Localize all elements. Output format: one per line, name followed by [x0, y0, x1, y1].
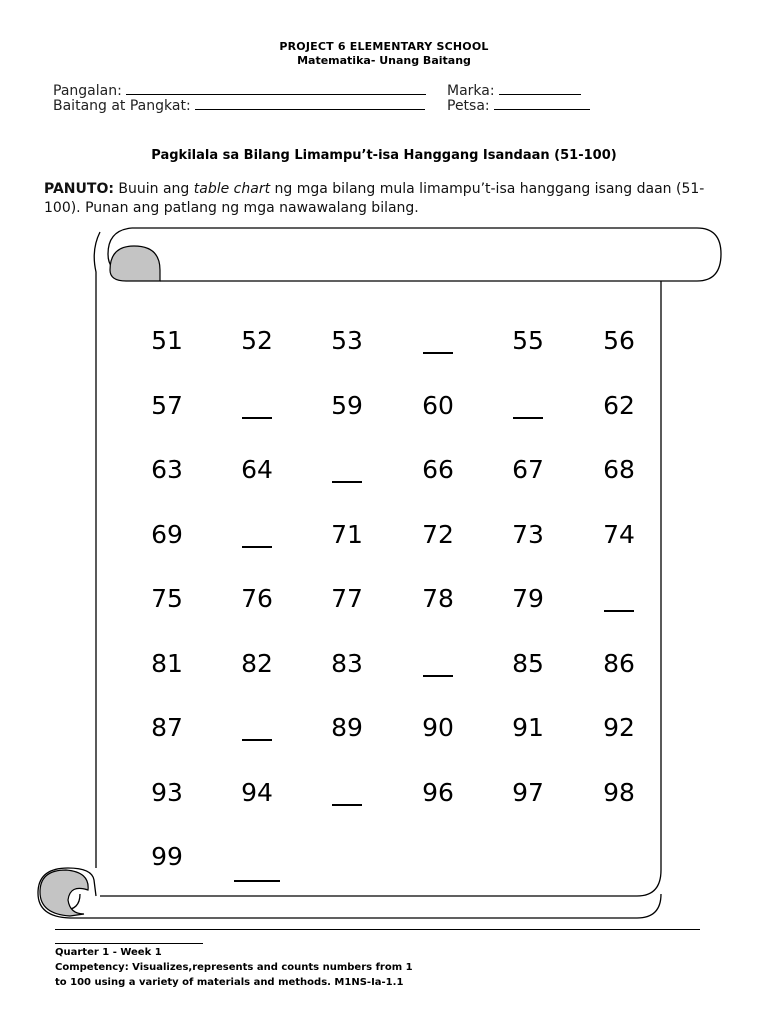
chart-number: 99	[151, 842, 183, 871]
chart-number: 69	[151, 520, 183, 549]
missing-number-blank[interactable]	[604, 610, 634, 612]
date-label: Petsa:	[447, 98, 490, 114]
chart-number: 71	[331, 520, 363, 549]
instructions-text-before: Buuin ang	[113, 181, 194, 197]
missing-number-blank[interactable]	[423, 352, 453, 354]
chart-number: 53	[331, 326, 363, 355]
chart-number: 81	[151, 649, 183, 678]
name-label: Pangalan:	[53, 83, 122, 99]
chart-number: 91	[512, 713, 544, 742]
school-name: PROJECT 6 ELEMENTARY SCHOOL	[279, 40, 489, 53]
footer-divider	[55, 929, 700, 930]
instructions-label: PANUTO:	[44, 181, 114, 197]
chart-number: 60	[422, 391, 454, 420]
missing-number-blank[interactable]	[513, 417, 543, 419]
chart-number: 76	[241, 584, 273, 613]
chart-number: 72	[422, 520, 454, 549]
chart-number: 73	[512, 520, 544, 549]
chart-number: 63	[151, 455, 183, 484]
chart-number: 75	[151, 584, 183, 613]
chart-number: 82	[241, 649, 273, 678]
chart-number: 86	[603, 649, 635, 678]
chart-number: 83	[331, 649, 363, 678]
chart-number: 51	[151, 326, 183, 355]
chart-number: 87	[151, 713, 183, 742]
chart-number: 55	[512, 326, 544, 355]
chart-number: 93	[151, 778, 183, 807]
chart-number: 64	[241, 455, 273, 484]
missing-number-blank[interactable]	[242, 546, 272, 548]
chart-number: 92	[603, 713, 635, 742]
chart-number: 94	[241, 778, 273, 807]
chart-number: 68	[603, 455, 635, 484]
chart-number: 97	[512, 778, 544, 807]
competency-line-2: to 100 using a variety of materials and methods. M1NS-Ia-1.1	[55, 977, 404, 988]
subject-title: Matematika- Unang Baitang	[297, 54, 471, 67]
chart-number: 57	[151, 391, 183, 420]
chart-number: 66	[422, 455, 454, 484]
score-label: Marka:	[447, 83, 495, 99]
competency-line-1: Competency: Visualizes,represents and counts numbers from 1	[55, 962, 413, 973]
chart-number: 77	[331, 584, 363, 613]
missing-number-blank[interactable]	[242, 739, 272, 741]
chart-number: 90	[422, 713, 454, 742]
chart-number: 98	[603, 778, 635, 807]
chart-number: 85	[512, 649, 544, 678]
missing-number-blank[interactable]	[332, 481, 362, 483]
chart-number: 96	[422, 778, 454, 807]
lesson-title: Pagkilala sa Bilang Limampu’t-isa Hanggang Isandaan (51-100)	[151, 148, 617, 163]
missing-number-blank[interactable]	[332, 804, 362, 806]
chart-number: 78	[422, 584, 454, 613]
chart-number: 79	[512, 584, 544, 613]
chart-number: 56	[603, 326, 635, 355]
instructions-emphasis: table chart	[193, 181, 271, 197]
missing-number-blank[interactable]	[234, 880, 280, 882]
chart-number: 74	[603, 520, 635, 549]
chart-number: 52	[241, 326, 273, 355]
chart-number: 59	[331, 391, 363, 420]
missing-number-blank[interactable]	[242, 417, 272, 419]
chart-number: 89	[331, 713, 363, 742]
quarter-week: Quarter 1 - Week 1	[55, 947, 162, 958]
chart-number: 62	[603, 391, 635, 420]
instructions-text-after: ng mga bilang mula limampu’t-isa hanggang isang daan (51-100). Punan ang patlang ng mga nawawalang bilang.	[44, 181, 705, 216]
missing-number-blank[interactable]	[423, 675, 453, 677]
grade-section-label: Baitang at Pangkat:	[53, 98, 191, 114]
footer-short-divider	[55, 943, 203, 944]
chart-number: 67	[512, 455, 544, 484]
